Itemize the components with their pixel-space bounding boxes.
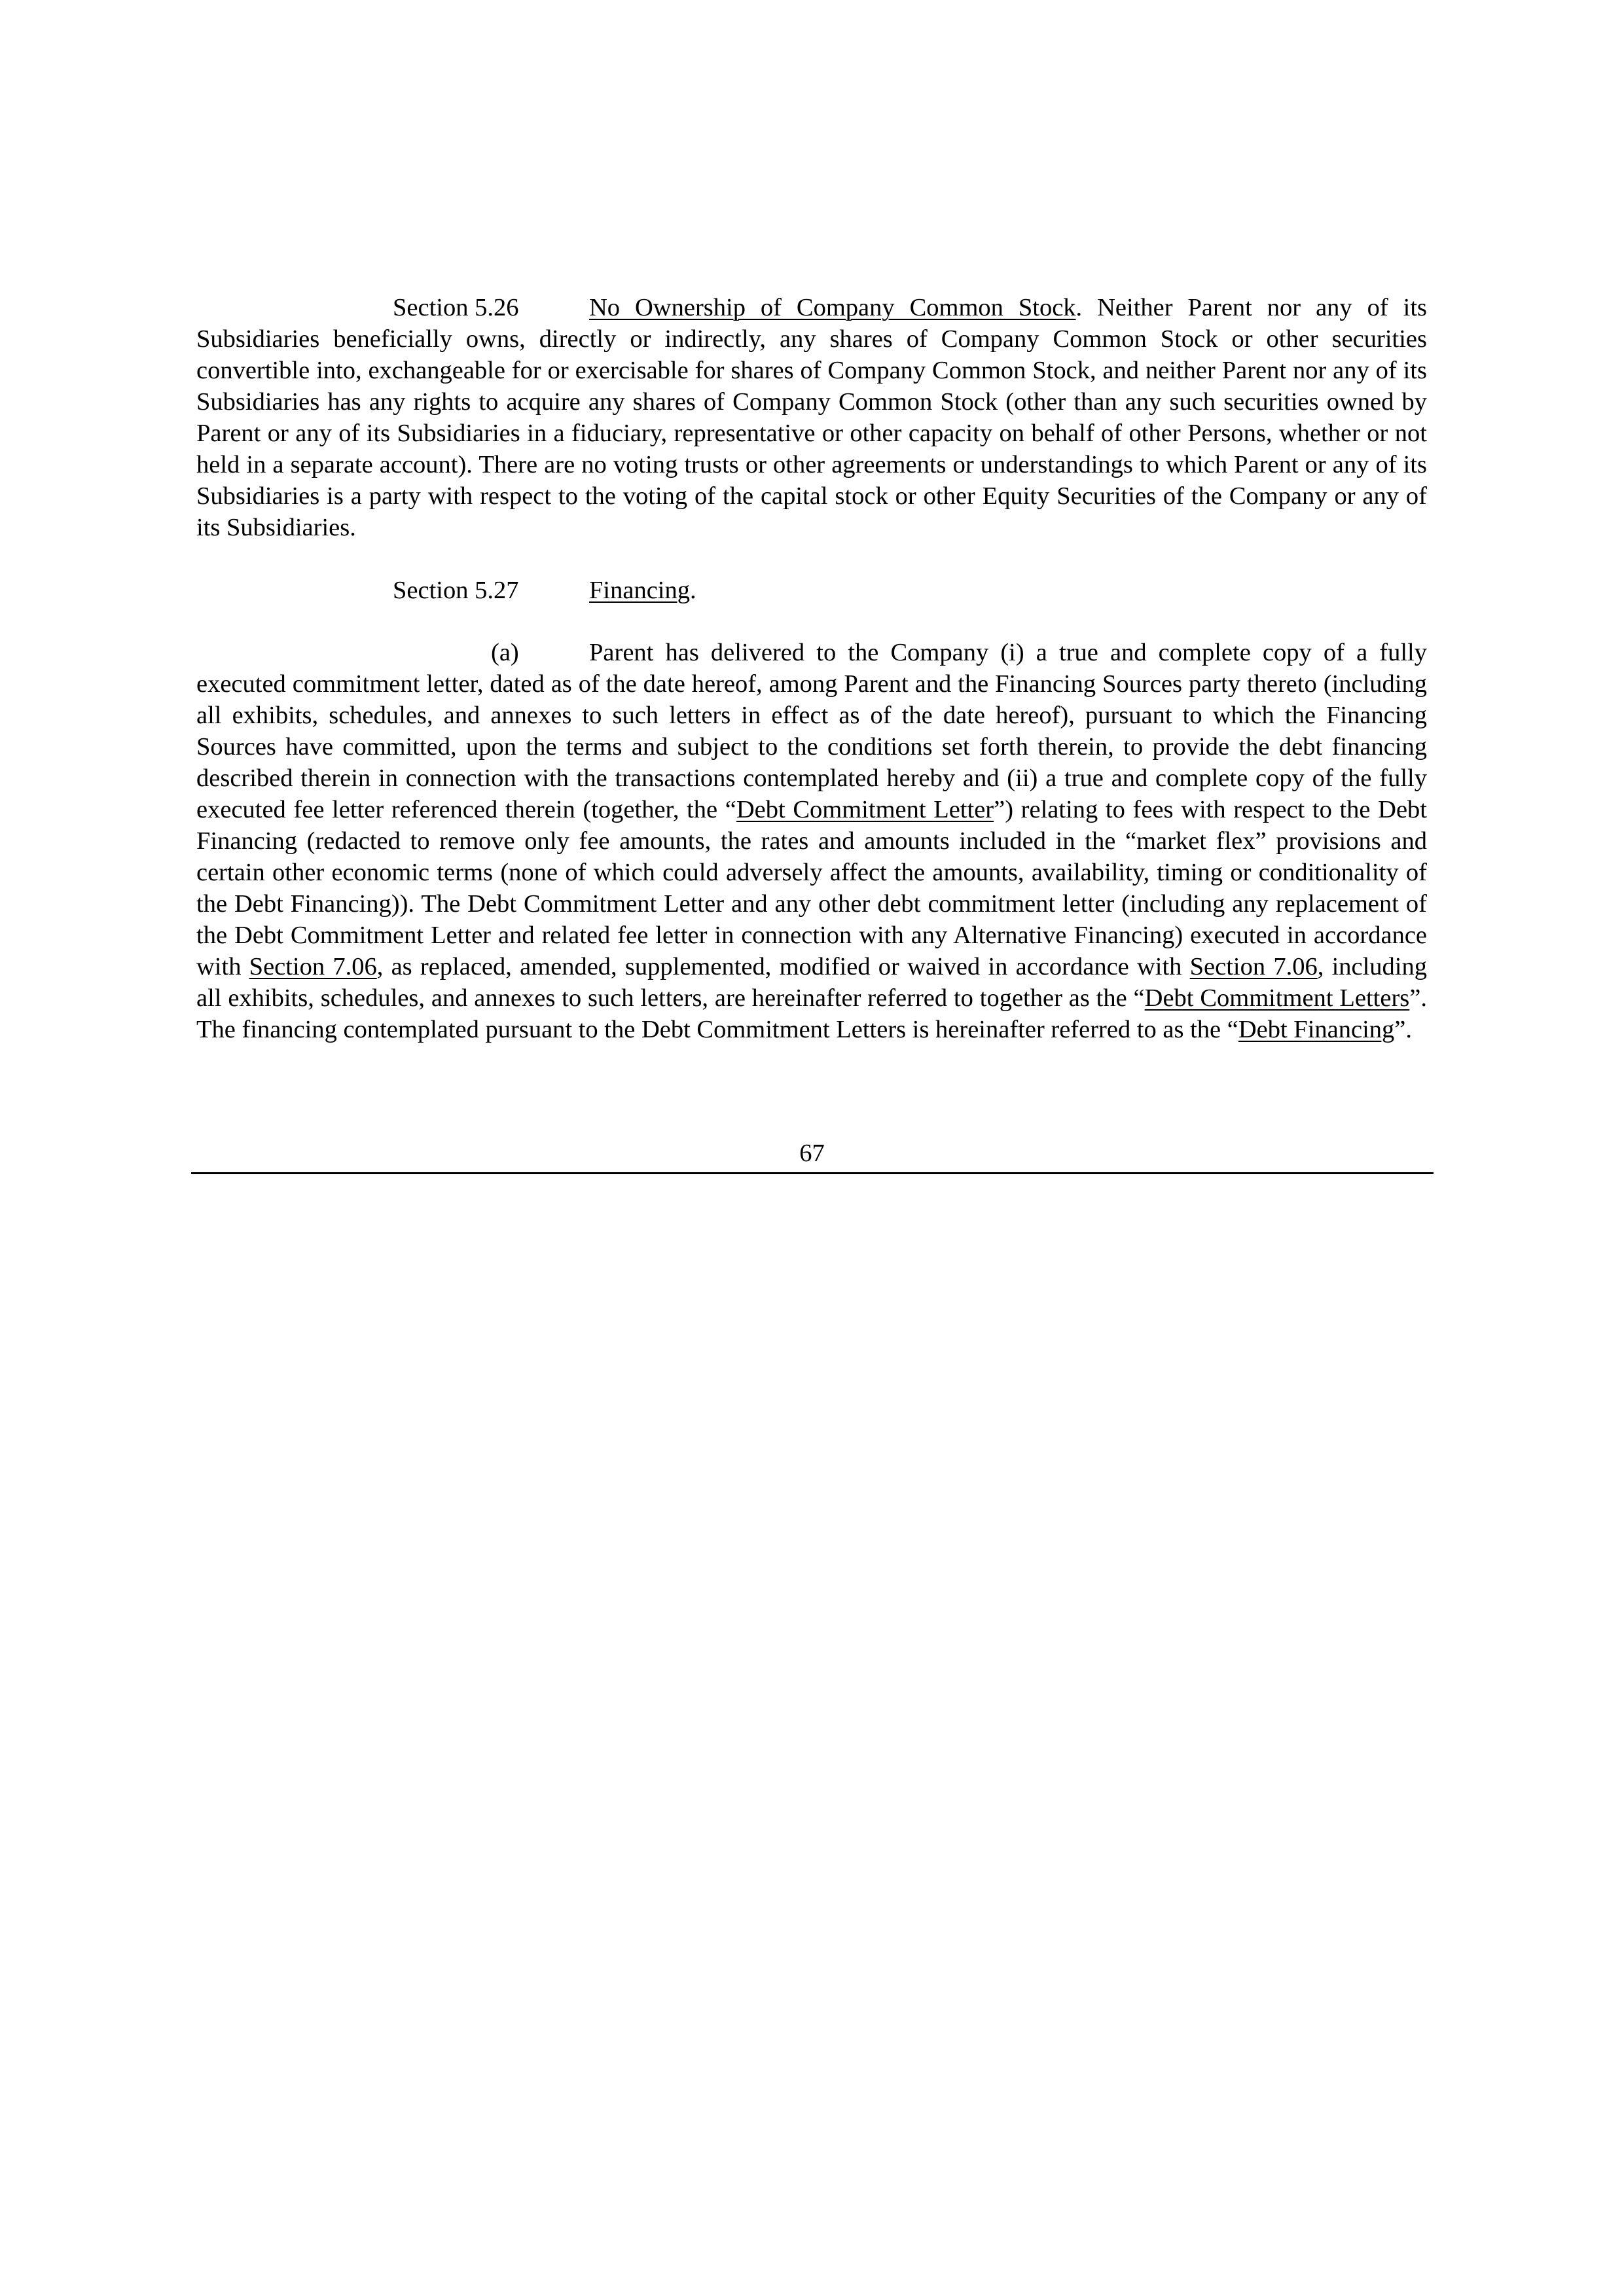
defined-term-debt-commitment-letter: Debt Commitment Letter bbox=[736, 796, 994, 823]
paragraph-a-label-wrap bbox=[196, 639, 589, 666]
section-5-26-paragraph bbox=[196, 292, 1427, 543]
section-5-26-body: . Neither Parent nor any of its Subsidiaries beneficially owns, directly or indirectly, any shares of Company Common Stock or other securities convertible into, exchangeable for or exercisable for shares of Company Common Stock, and neither Parent nor any of its Subsidiaries has any rights to acquire any shares of Company Common Stock (other than any such securities owned by Parent or any of its Subsidiaries in a fiduciary, representative or other capacity on behalf of other Persons, whether or not held in a separate account). There are no voting trusts or other agreements or understandings to which Parent or any of its Subsidiaries is a party with respect to the voting of the capital stock or other Equity Securities of the Company or any of its Subsidiaries. bbox=[196, 294, 1428, 541]
footer-divider bbox=[191, 1172, 1434, 1174]
paragraph-a bbox=[196, 637, 1427, 1045]
paragraph-a-text-5: ”. The financing contemplated pursuant to the Debt Commitment Letters is hereinafter referred to as the “ bbox=[196, 984, 1427, 1043]
paragraph-a-text-6: ”. bbox=[1394, 1016, 1413, 1043]
section-5-27-title: Financing bbox=[589, 577, 690, 604]
paragraph-a-text-2: ”) relating to fees with respect to the Debt Financing (redacted to remove only fee amounts, the rates and amounts included in the “market flex” provisions and certain other economic terms (none of which could adversely affect the amounts, availability, timing or conditionality of the Debt Financing)). The Debt Commitment Letter and any other debt commitment letter (including any replacement of the Debt Commitment Letter and related fee letter in connection with any Alternative Financing) executed in accordance with bbox=[196, 796, 1428, 980]
defined-term-debt-financing: Debt Financing bbox=[1238, 1016, 1395, 1043]
section-5-27-number-wrap bbox=[196, 577, 589, 604]
section-5-26-number-wrap bbox=[196, 294, 589, 321]
section-5-27-number: Section 5.27 bbox=[393, 577, 519, 604]
paragraph-a-text-3: , as replaced, amended, supplemented, modified or waived in accordance with bbox=[376, 953, 1190, 980]
section-5-26-title: No Ownership of Company Common Stock bbox=[589, 294, 1076, 321]
paragraph-a-text-1: Parent has delivered to the Company (i) a true and complete copy of a fully executed commitment letter, dated as of the date hereof, among Parent and the Financing Sources party thereto (including all exhibits, schedules, and annexes to such letters in effect as of the date hereof), pursuant to which the Financing Sources have committed, upon the terms and subject to the conditions set forth therein, to provide the debt financing described therein in connection with the transactions contemplated hereby and (ii) a true and complete copy of the fully executed fee letter referenced therein (together, the “ bbox=[196, 639, 1427, 823]
defined-term-debt-commitment-letters: Debt Commitment Letters bbox=[1144, 984, 1410, 1012]
paragraph-a-text-4: , including all exhibits, schedules, and annexes to such letters, are hereinafter referred to together as the “ bbox=[196, 953, 1427, 1012]
cross-reference-section-7-06: Section 7.06 bbox=[249, 953, 377, 980]
page-number: 67 bbox=[799, 1139, 825, 1167]
section-5-27-title-suffix: . bbox=[689, 577, 696, 604]
section-5-27-heading bbox=[196, 575, 1427, 606]
cross-reference-section-7-06-second: Section 7.06 bbox=[1189, 953, 1318, 980]
section-5-26-number: Section 5.26 bbox=[393, 294, 519, 321]
paragraph-a-label: (a) bbox=[491, 639, 519, 666]
